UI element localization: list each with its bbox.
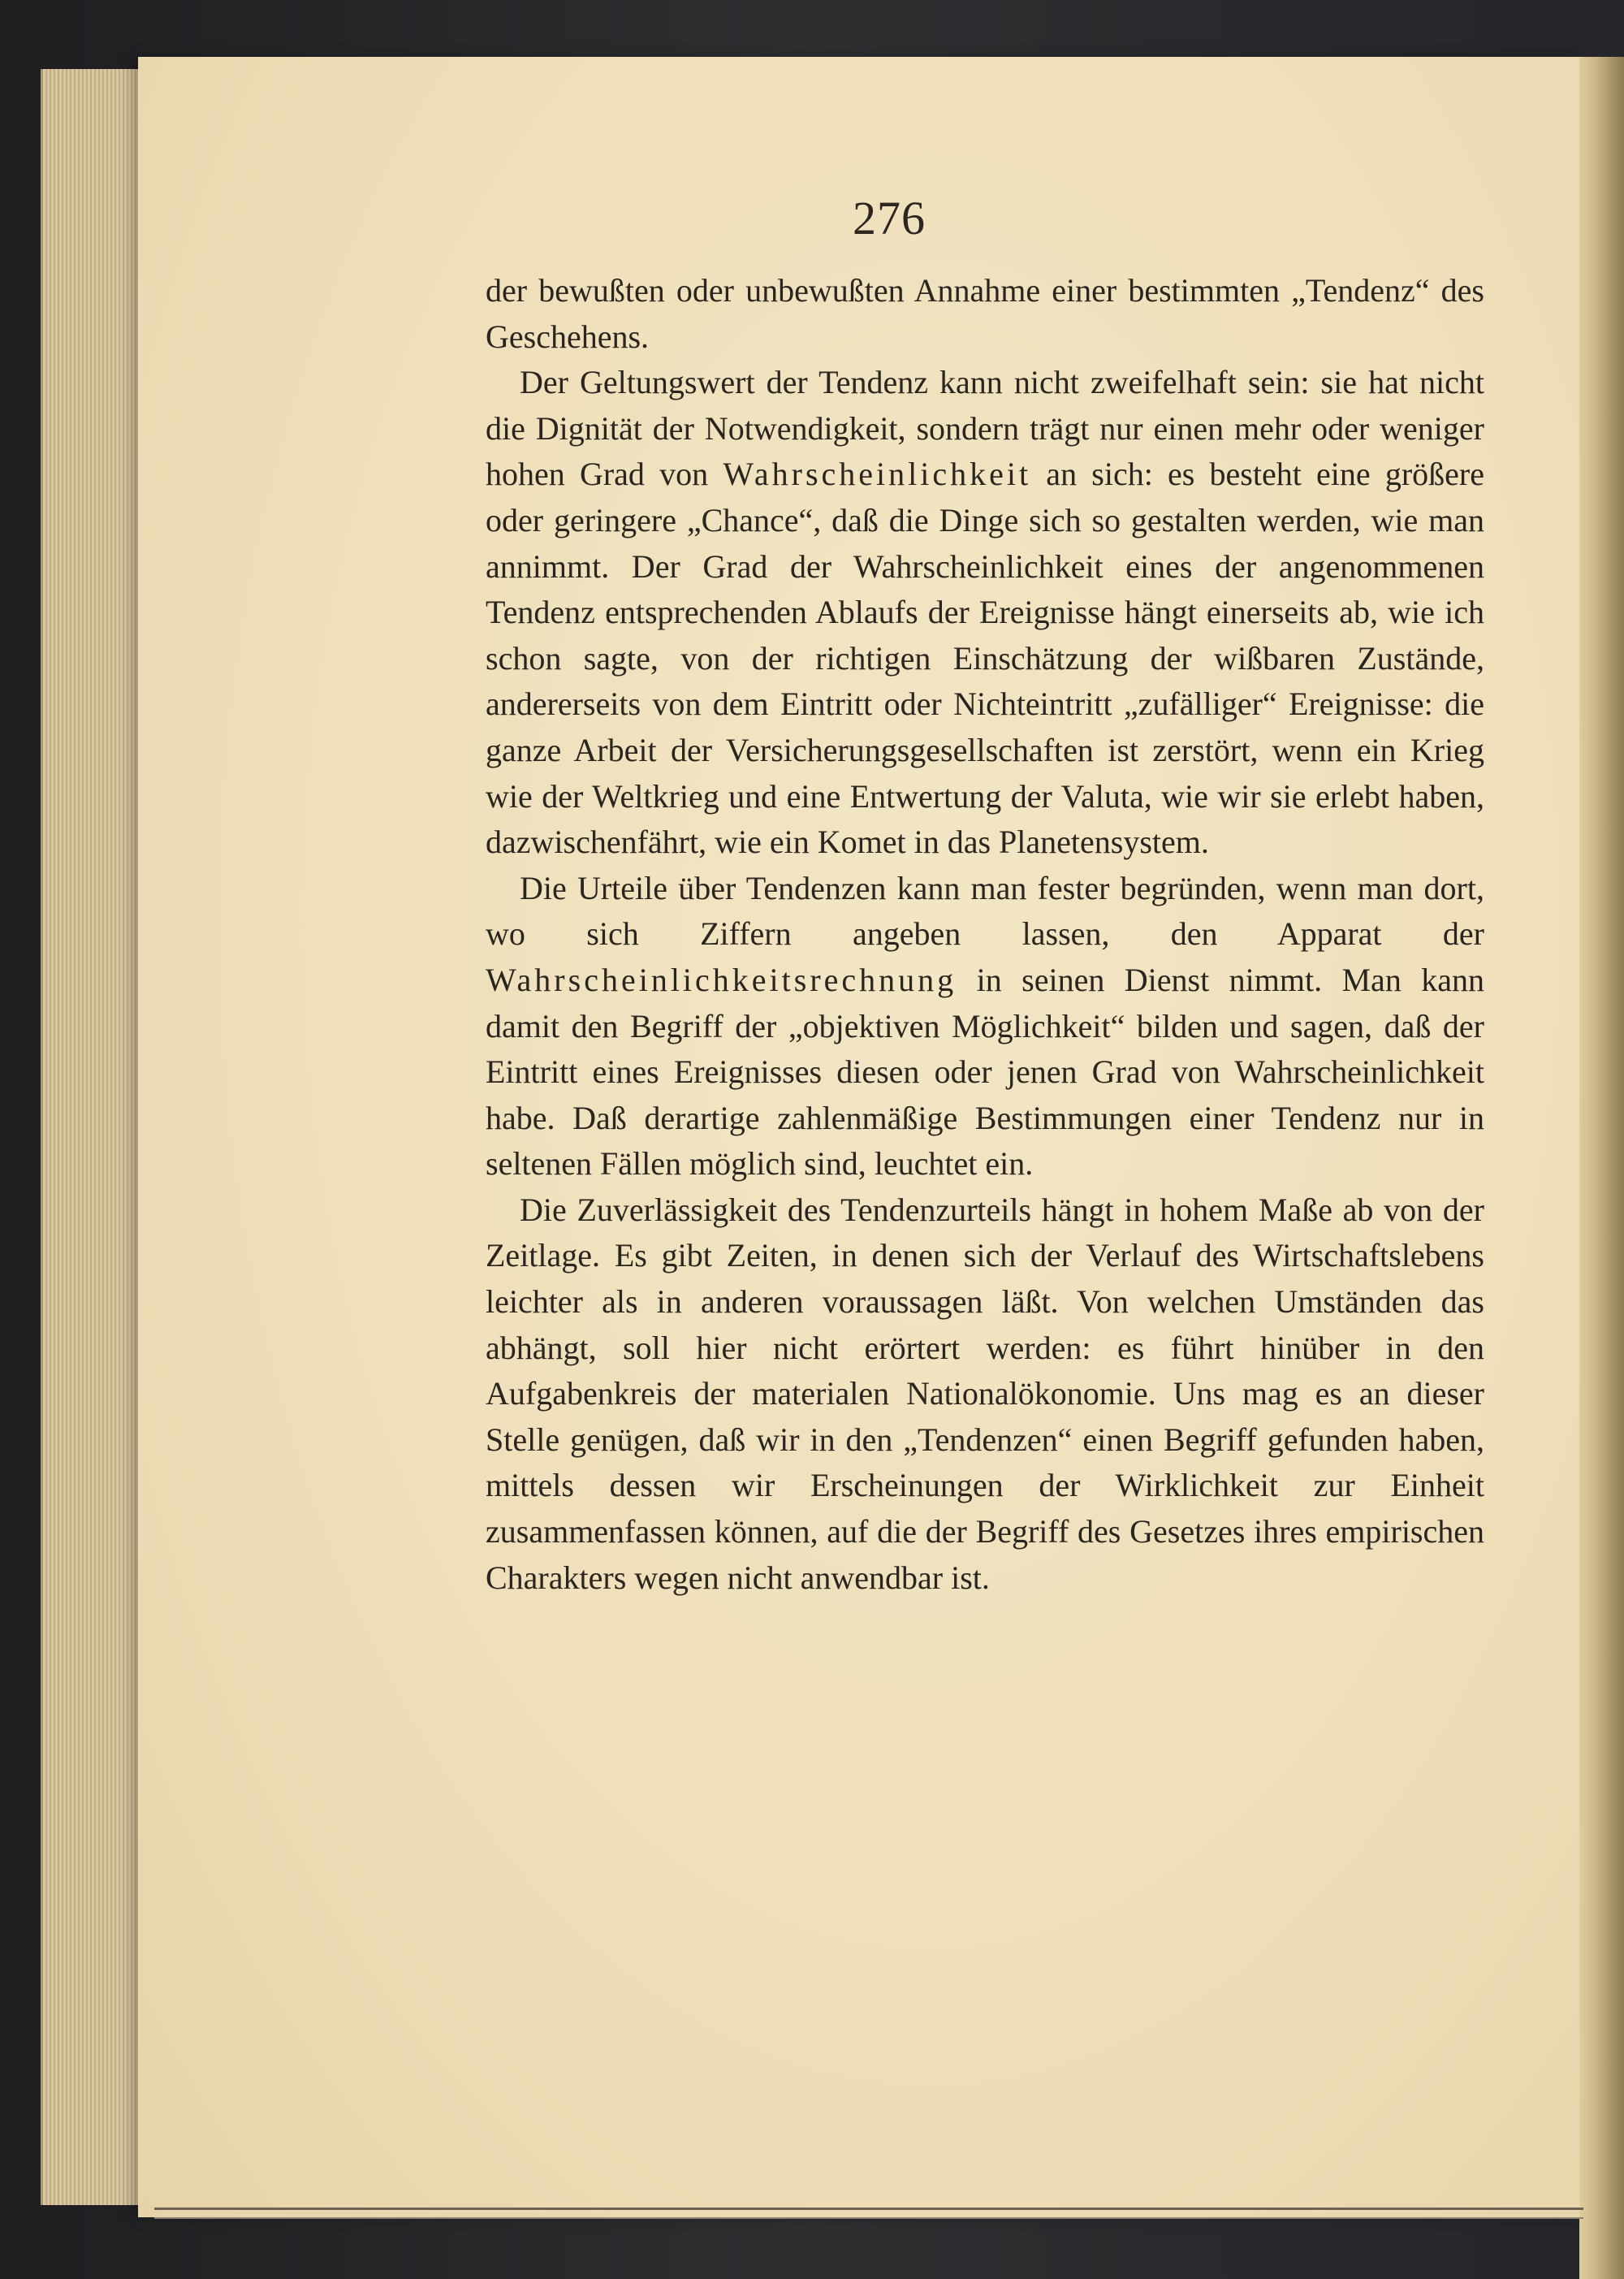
paragraph-zuverlaessigkeit [486,1187,1484,1601]
paragraph-text: der bewußten oder unbewußten Annahme einer bestimmten „Tendenz“ des Geschehens. [486,272,1484,355]
paragraph-text-b: an sich: es besteht eine größere oder geringere „Chance“, daß die Dinge sich so gestalten werden, wie man annimmt. Der Grad der Wahrscheinlichkeit eines der angenommenen Tendenz entsprechenden Ablaufs der Ereignisse hängt einerseits ab, wie ich schon sagte, von der richtigen Einschätzung der wißbaren Zustände, andererseits von dem Eintritt oder Nichteintritt „zufälliger“ Ereignisse: die ganze Arbeit der Versicherungsgesellschaften ist zerstört, wenn ein Krieg wie der Weltkrieg und eine Entwertung der Valuta, wie wir sie erlebt haben, dazwischenfährt, wie ein Komet in das Planetensystem. [486,456,1484,861]
paragraph-geltungswert [486,360,1484,866]
page-number: 276 [853,192,926,244]
page-fold-shadow [1579,57,1624,2279]
body-text [486,268,1484,1601]
paragraph-text-a: Die Urteile über Tendenzen kann man fester begründen, wenn man dort, wo sich Ziffern angeben lassen, den Apparat der [486,869,1484,953]
paragraph-continuation [486,268,1484,360]
emphasized-term: Wahrscheinlichkeit [723,456,1032,493]
page-bottom-edge-secondary [154,2217,1583,2219]
paragraph-urteile [486,866,1484,1187]
paragraph-text-b: in seinen Dienst nimmt. Man kann damit den Begriff der „objektiven Möglichkeit“ bilden und sagen, daß der Eintritt eines Ereignisses diesen oder jenen Grad von Wahrscheinlichkeit habe. Daß derartige zahlenmäßige Bestimmungen einer Tendenz nur in seltenen Fällen möglich sind, leuchtet ein. [486,961,1484,1183]
paragraph-text-a: Der Geltungswert der Tendenz kann nicht zweifelhaft sein: sie hat nicht die Dignität der Notwendigkeit, sondern trägt nur einen mehr oder weniger hohen Grad von [486,364,1484,493]
page-bottom-edge [154,2208,1583,2210]
emphasized-term: Wahrscheinlichkeitsrechnung [486,961,957,998]
paragraph-text: Die Zuverlässigkeit des Tendenzurteils hängt in hohem Maße ab von der Zeitlage. Es gibt Zeiten, in denen sich der Verlauf des Wirtschaftslebens leichter als in anderen voraussagen läßt. Von welchen Umständen das abhängt, soll hier nicht erörtert werden: es führt hinüber in den Aufgabenkreis der materialen Nationalökonomie. Uns mag es an dieser Stelle genügen, daß wir in den „Tendenzen“ einen Begriff gefunden haben, mittels dessen wir Erscheinungen der Wirklichkeit zur Einheit zusammenfassen können, auf die der Begriff des Gesetzes ihres empirischen Charakters wegen nicht anwendbar ist. [486,1191,1484,1596]
